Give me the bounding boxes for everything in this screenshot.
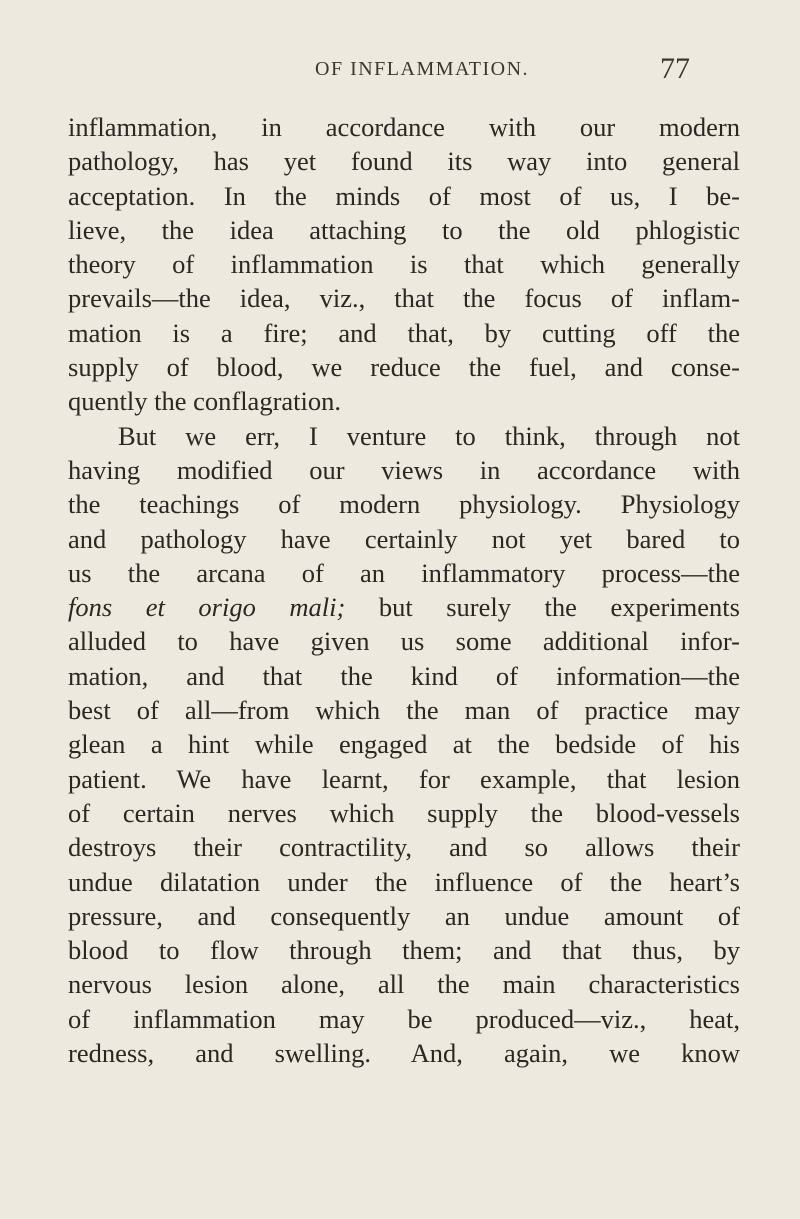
- text-line: inflammation, in accordance with our modern: [68, 112, 740, 142]
- text-line: pressure, and consequently an undue amount of: [68, 900, 740, 931]
- text-line-rest: but surely the experiments: [345, 592, 740, 623]
- body-text: [68, 110, 740, 1070]
- text-line: of certain nerves which supply the blood-vessels: [68, 797, 740, 828]
- text-line: supply of blood, we reduce the fuel, and conse-: [68, 352, 740, 383]
- text-line: of inflammation may be produced—viz., heat,: [68, 1003, 740, 1034]
- text-line: the teachings of modern physiology. Physiology: [68, 489, 740, 520]
- text-line: lieve, the idea attaching to the old phlogistic: [68, 214, 740, 245]
- text-line: destroys their contractility, and so allows their: [68, 832, 740, 863]
- text-line: us the arcana of an inflammatory process—the: [68, 557, 740, 588]
- text-line: patient. We have learnt, for example, that lesion: [68, 763, 740, 794]
- text-line: But we err, I venture to think, through not: [118, 420, 740, 451]
- text-line: undue dilatation under the influence of the heart’s: [68, 866, 740, 897]
- latin-phrase: fons et origo mali;: [68, 592, 346, 623]
- text-line: mation is a fire; and that, by cutting off the: [68, 317, 740, 348]
- page-header: [0, 52, 800, 88]
- text-line: theory of inflammation is that which generally: [68, 249, 740, 280]
- text-line: redness, and swelling. And, again, we know: [68, 1038, 740, 1069]
- page-number: 77: [660, 52, 690, 85]
- text-line: mation, and that the kind of information—the: [68, 660, 740, 691]
- text-line: nervous lesion alone, all the main characteristics: [68, 969, 740, 1000]
- text-line: blood to flow through them; and that thus, by: [68, 935, 740, 966]
- text-line: [68, 590, 740, 624]
- running-head: OF INFLAMMATION.: [315, 58, 530, 80]
- text-line: alluded to have given us some additional infor-: [68, 626, 740, 657]
- text-line: acceptation. In the minds of most of us, I be-: [68, 180, 740, 211]
- text-line: prevails—the idea, viz., that the focus of inflam-: [68, 283, 740, 314]
- text-line: and pathology have certainly not yet bared to: [68, 523, 740, 554]
- text-line: having modified our views in accordance with: [68, 454, 740, 485]
- text-line: pathology, has yet found its way into general: [68, 146, 740, 177]
- text-line: glean a hint while engaged at the bedside of his: [68, 729, 740, 760]
- text-line: quently the conflagration.: [68, 386, 342, 417]
- text-line: best of all—from which the man of practice may: [68, 695, 740, 726]
